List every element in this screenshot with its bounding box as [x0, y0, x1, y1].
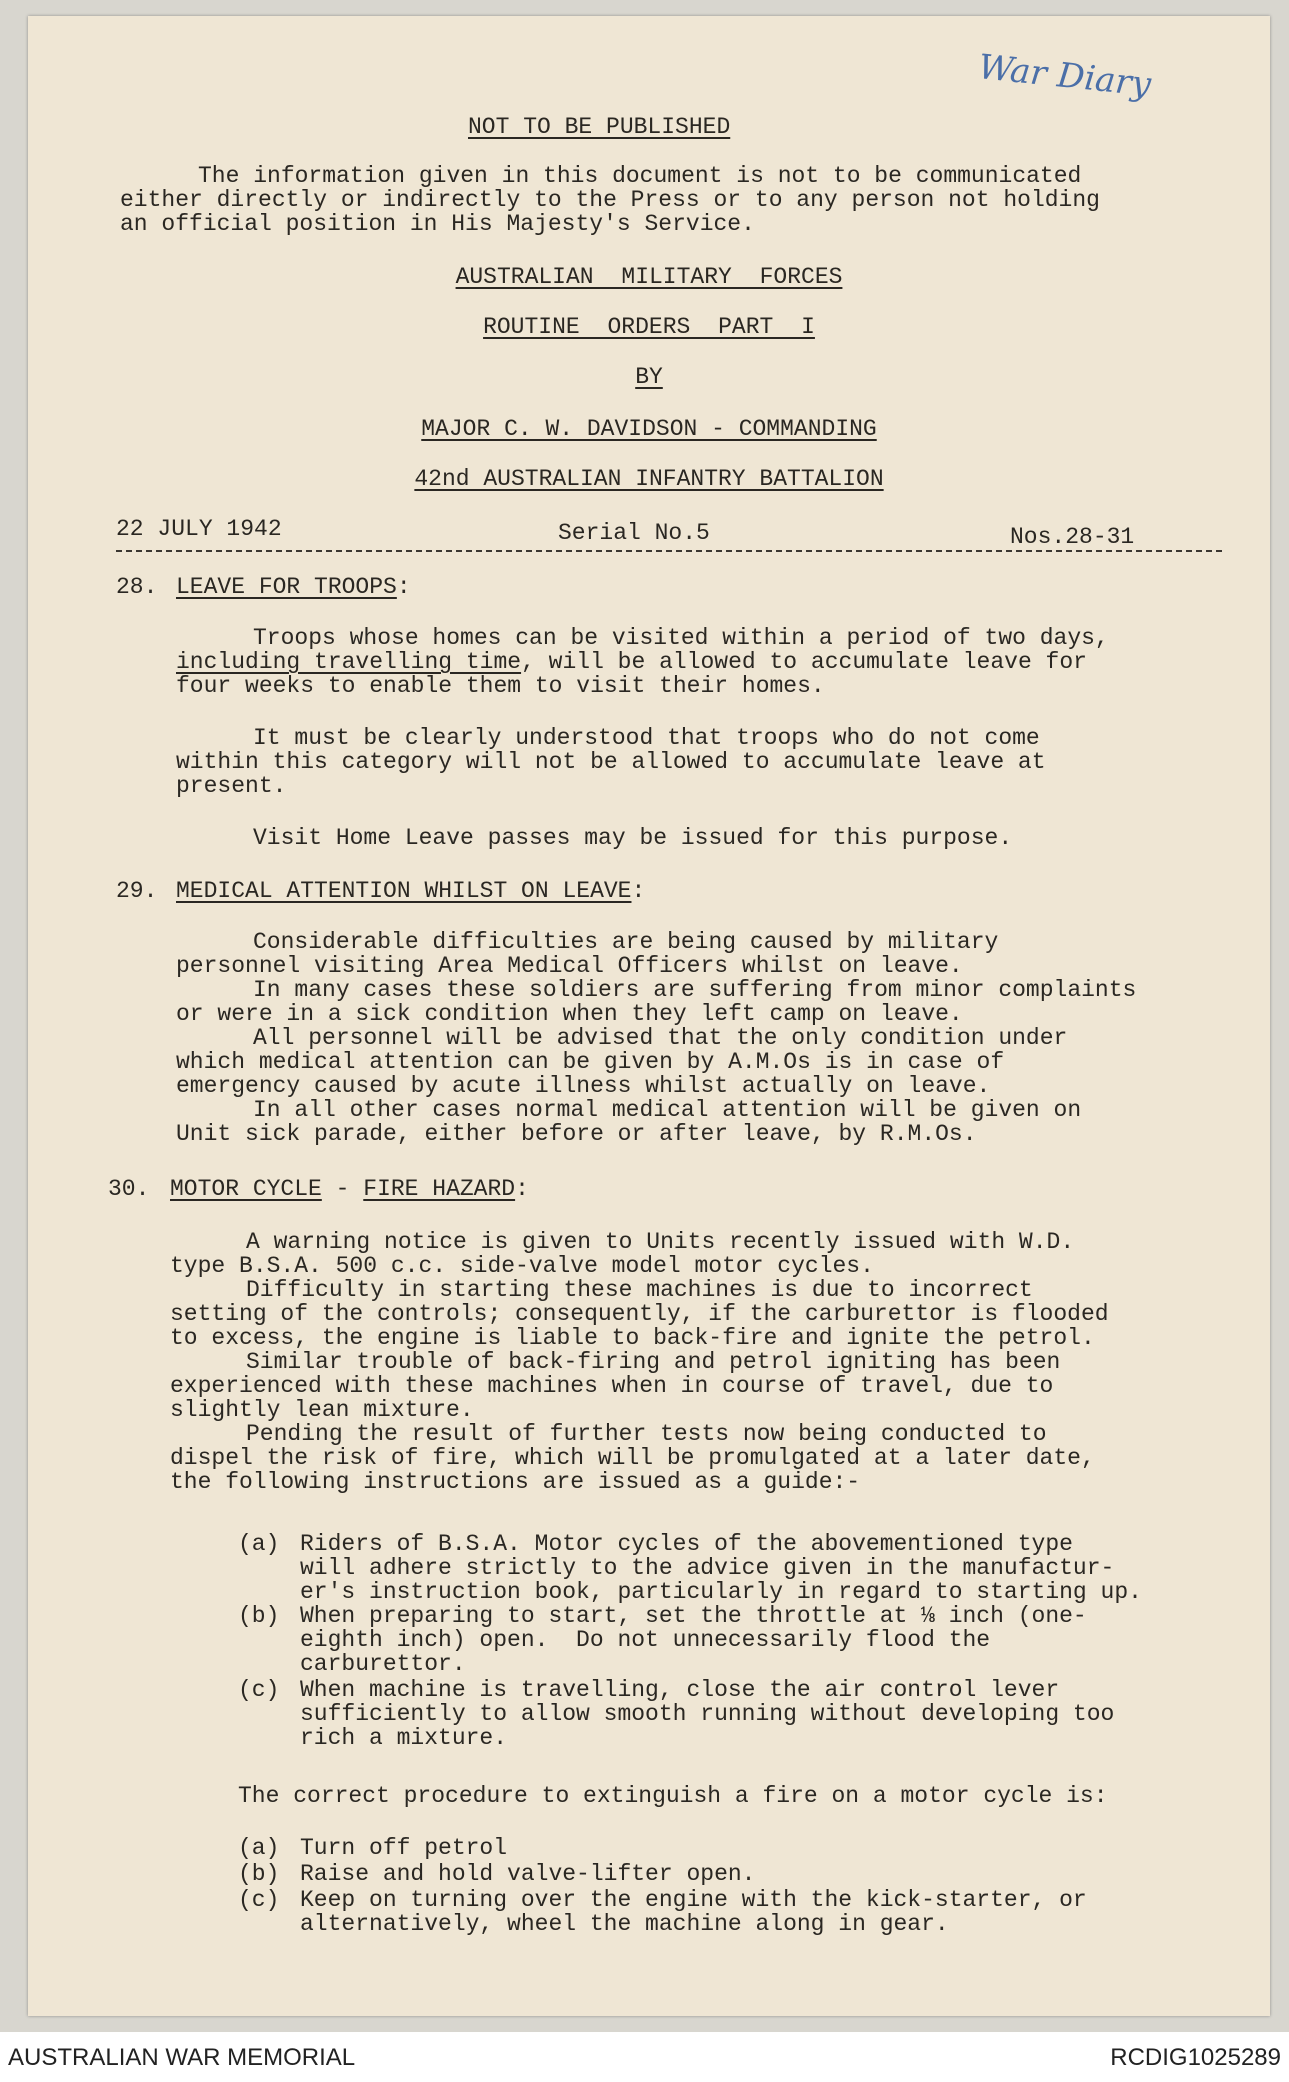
heading-by: BY [635, 364, 663, 390]
s28-p3: Visit Home Leave passes may be issued for this purpose. [253, 825, 1013, 851]
restriction-title: NOT TO BE PUBLISHED [468, 114, 731, 140]
restriction-line-1: The information given in this document is not to be communicated [198, 163, 1082, 189]
s30-line-2: type B.S.A. 500 c.c. side-valve model motor cycles. [170, 1253, 874, 1279]
heading-forces: AUSTRALIAN MILITARY FORCES [455, 264, 843, 290]
handwritten-annotation: War Diary [976, 47, 1153, 105]
s30-line-9: Pending the result of further tests now being conducted to [246, 1421, 1047, 1447]
instruction-c-line-3: rich a mixture. [300, 1725, 508, 1751]
s29-line-6: which medical attention can be given by A.M.Os is in case of [176, 1049, 1005, 1075]
procedure-b-line-1: Raise and hold valve-lifter open. [300, 1861, 756, 1887]
s29-line-3: In many cases these soldiers are suffering from minor complaints [253, 977, 1137, 1003]
s28-p2-line-3: present. [176, 773, 287, 799]
procedure-c-label: (c) [238, 1887, 280, 1913]
procedure-b-label: (b) [238, 1861, 280, 1887]
s30-line-1: A warning notice is given to Units recently issued with W.D. [246, 1229, 1075, 1255]
serial-number: Serial No.5 [558, 520, 710, 546]
s28-p1-line-2-rest: , will be allowed to accumulate leave for [521, 649, 1087, 675]
restriction-line-2: either directly or indirectly to the Press or to any person not holding [120, 187, 1100, 213]
s28-p1-line-1: Troops whose homes can be visited within a period of two days, [253, 625, 1109, 651]
heading-battalion: 42nd AUSTRALIAN INFANTRY BATTALION [414, 466, 884, 492]
instruction-c-label: (c) [238, 1677, 280, 1703]
s28-p1-line-3: four weeks to enable them to visit their homes. [176, 673, 825, 699]
s29-line-4: or were in a sick condition when they left camp on leave. [176, 1001, 963, 1027]
section-28-heading: LEAVE FOR TROOPS: [176, 574, 411, 600]
s29-line-8: In all other cases normal medical attention will be given on [253, 1097, 1082, 1123]
s29-line-5: All personnel will be advised that the only condition under [253, 1025, 1068, 1051]
s30-line-5: to excess, the engine is liable to back-fire and ignite the petrol. [170, 1325, 1095, 1351]
s30-line-8: slightly lean mixture. [170, 1397, 474, 1423]
heading-commander: MAJOR C. W. DAVIDSON - COMMANDING [421, 416, 877, 442]
instruction-b-line-3: carburettor. [300, 1651, 466, 1677]
section-29-heading: MEDICAL ATTENTION WHILST ON LEAVE: [176, 878, 646, 904]
procedure-c-line-2: alternatively, wheel the machine along in gear. [300, 1911, 949, 1937]
section-30-heading: MOTOR CYCLE - FIRE HAZARD: [170, 1176, 529, 1202]
header-rule [116, 550, 1222, 552]
section-28-number: 28. [116, 574, 158, 600]
section-29-number: 29. [116, 878, 158, 904]
instruction-b-label: (b) [238, 1603, 280, 1629]
footer-institution: AUSTRALIAN WAR MEMORIAL [8, 2044, 356, 2071]
section-29-title: MEDICAL ATTENTION WHILST ON LEAVE [176, 878, 632, 904]
instruction-b-line-1: When preparing to start, set the throttle at ⅛ inch (one- [300, 1603, 1087, 1629]
s29-line-7: emergency caused by acute illness whilst actually on leave. [176, 1073, 991, 1099]
section-30-title-a: MOTOR CYCLE [170, 1176, 322, 1202]
archive-footer [0, 2032, 1289, 2082]
instruction-b-line-2: eighth inch) open. Do not unnecessarily flood the [300, 1627, 991, 1653]
footer-record-id: RCDIG1025289 [1110, 2044, 1281, 2071]
procedure-a-label: (a) [238, 1835, 280, 1861]
instruction-a-label: (a) [238, 1531, 280, 1557]
section-30-number: 30. [108, 1176, 150, 1202]
restriction-line-3: an official position in His Majesty's Service. [120, 211, 755, 237]
section-30-title-b: FIRE HAZARD [363, 1176, 516, 1202]
section-30-title-sep: - [335, 1176, 350, 1202]
document-page [28, 16, 1270, 2016]
s28-emphasis: including travelling time [176, 649, 522, 675]
s29-line-2: personnel visiting Area Medical Officers whilst on leave. [176, 953, 963, 979]
procedure-c-line-1: Keep on turning over the engine with the kick-starter, or [300, 1887, 1087, 1913]
instruction-a-line-1: Riders of B.S.A. Motor cycles of the abovementioned type [300, 1531, 1073, 1557]
order-date: 22 JULY 1942 [116, 516, 282, 542]
s29-line-9: Unit sick parade, either before or after leave, by R.M.Os. [176, 1121, 977, 1147]
s30-line-3: Difficulty in starting these machines is due to incorrect [246, 1277, 1033, 1303]
instruction-a-line-2: will adhere strictly to the advice given in the manufactur- [300, 1555, 1115, 1581]
instruction-a-line-3: er's instruction book, particularly in regard to starting up. [300, 1579, 1142, 1605]
s29-line-1: Considerable difficulties are being caused by military [253, 929, 999, 955]
procedure-a-line-1: Turn off petrol [300, 1835, 508, 1861]
s30-line-7: experienced with these machines when in course of travel, due to [170, 1373, 1054, 1399]
s30-line-11: the following instructions are issued as a guide:- [170, 1469, 861, 1495]
instruction-c-line-2: sufficiently to allow smooth running without developing too [300, 1701, 1115, 1727]
s28-p2-line-1: It must be clearly understood that troops who do not come [253, 725, 1040, 751]
s28-p1-line-2 [176, 650, 1087, 674]
heading-routine-orders: ROUTINE ORDERS PART I [483, 314, 815, 340]
s30-line-6: Similar trouble of back-firing and petrol igniting has been [246, 1349, 1061, 1375]
s28-p2-line-2: within this category will not be allowed to accumulate leave at [176, 749, 1046, 775]
s30-line-10: dispel the risk of fire, which will be promulgated at a later date, [170, 1445, 1095, 1471]
order-numbers: Nos.28-31 [1010, 524, 1135, 550]
s30-line-4: setting of the controls; consequently, if the carburettor is flooded [170, 1301, 1109, 1327]
section-28-title: LEAVE FOR TROOPS [176, 574, 397, 600]
procedure-intro: The correct procedure to extinguish a fire on a motor cycle is: [238, 1783, 1108, 1809]
instruction-c-line-1: When machine is travelling, close the air control lever [300, 1677, 1060, 1703]
